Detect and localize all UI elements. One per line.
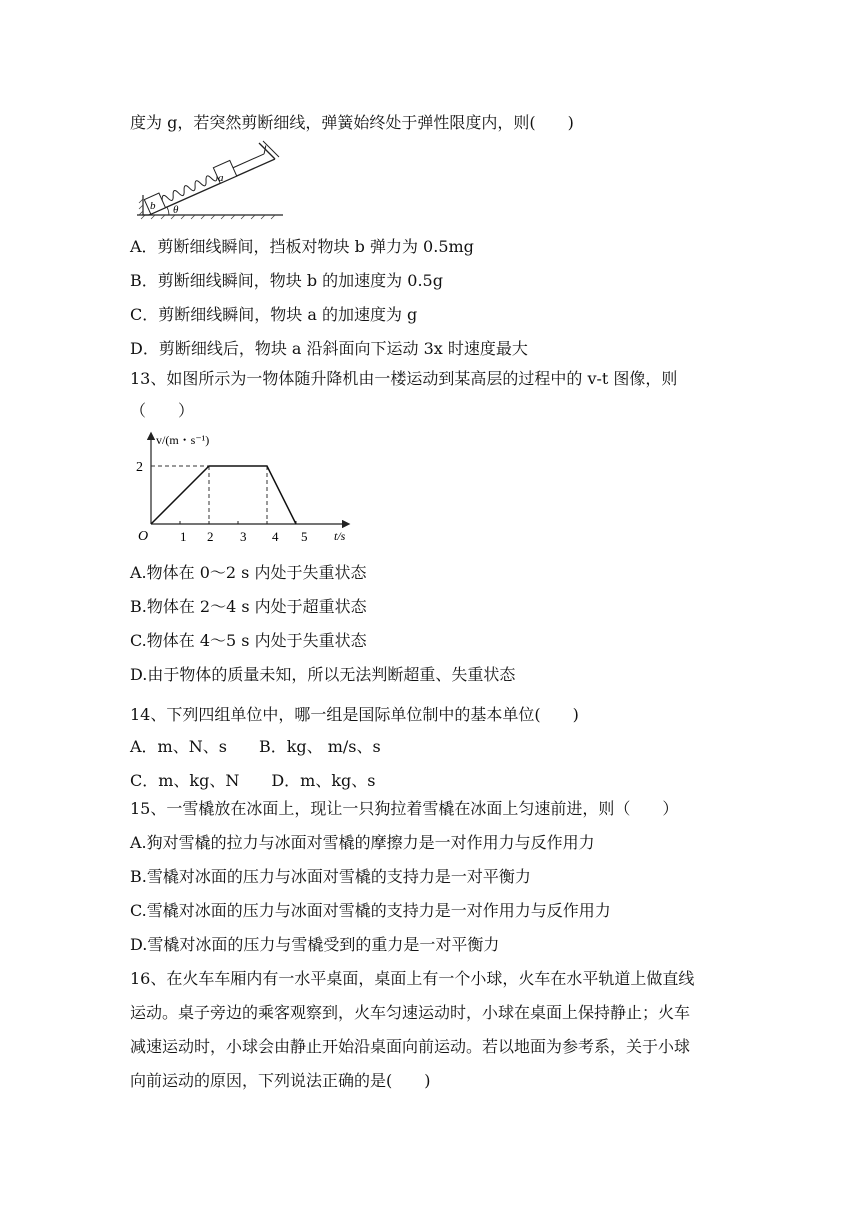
incline-label-b: b (150, 200, 156, 212)
vt-x-tick-3: 3 (240, 529, 247, 544)
option-15d: D.雪橇对冰面的压力与雪橇受到的重力是一对平衡力 (130, 935, 500, 954)
vt-x-tick-4: 4 (272, 529, 279, 544)
option-12b: B．剪断细线瞬间，物块 b 的加速度为 0.5g (130, 271, 443, 290)
option-13b: B.物体在 2～4 s 内处于超重状态 (130, 597, 367, 616)
question-13-stem: 13、如图所示为一物体随升降机由一楼运动到某高层的过程中的 v-t 图像，则 (130, 369, 678, 388)
vt-x-tick-1: 1 (180, 529, 187, 544)
option-13d: D.由于物体的质量未知，所以无法判断超重、失重状态 (130, 665, 516, 684)
question-16-line-3: 减速运动时，小球会由静止开始沿桌面向前运动。若以地面为参考系，关于小球 (130, 1037, 691, 1056)
vt-x-tick-5: 5 (301, 529, 308, 544)
option-13c: C.物体在 4～5 s 内处于失重状态 (130, 631, 367, 650)
vt-series-line (151, 466, 296, 524)
option-15b: B.雪橇对冰面的压力与冰面对雪橇的支持力是一对平衡力 (130, 867, 531, 886)
vt-origin: O (138, 529, 149, 544)
incline-spring-figure (135, 135, 285, 220)
vt-xlabel: t/s (334, 529, 346, 543)
vt-graph (132, 428, 362, 546)
option-12d: D．剪断细线后，物块 a 沿斜面向下运动 3x 时速度最大 (130, 339, 528, 358)
option-13a: A.物体在 0～2 s 内处于失重状态 (130, 563, 367, 582)
vt-ylabel: v/(m・s⁻¹) (156, 433, 210, 447)
option-15c: C.雪橇对冰面的压力与冰面对雪橇的支持力是一对作用力与反作用力 (130, 901, 611, 920)
vt-y-tick-2: 2 (136, 460, 143, 475)
question-16-line-2: 运动。桌子旁边的乘客观察到，火车匀速运动时，小球在桌面上保持静止；火车 (130, 1003, 691, 1022)
question-14-stem: 14、下列四组单位中，哪一组是国际单位制中的基本单位( ) (130, 705, 579, 724)
question-13-bracket: （ ） (130, 401, 195, 420)
incline-label-theta: θ (173, 204, 179, 216)
incline-label-a: a (218, 172, 224, 184)
option-12c: C．剪断细线瞬间，物块 a 的加速度为 g (130, 305, 418, 324)
options-14-ab: A．m、N、s B．kg、 m/s、s (130, 737, 381, 756)
vt-x-tick-2: 2 (207, 529, 214, 544)
option-15a: A.狗对雪橇的拉力与冰面对雪橇的摩擦力是一对作用力与反作用力 (130, 833, 595, 852)
question-15-stem: 15、一雪橇放在冰面上，现让一只狗拉着雪橇在冰面上匀速前进，则（ ） (130, 799, 679, 818)
options-14-cd: C．m、kg、N D．m、kg、s (130, 771, 376, 790)
question-16-line-1: 16、在火车车厢内有一水平桌面，桌面上有一个小球，火车在水平轨道上做直线 (130, 969, 695, 988)
question-16-line-4: 向前运动的原因，下列说法正确的是( ) (130, 1071, 431, 1090)
option-12a: A．剪断细线瞬间，挡板对物块 b 弹力为 0.5mg (130, 237, 474, 256)
line-q12-stem-end: 度为 g，若突然剪断细线，弹簧始终处于弹性限度内，则( ) (130, 113, 574, 132)
